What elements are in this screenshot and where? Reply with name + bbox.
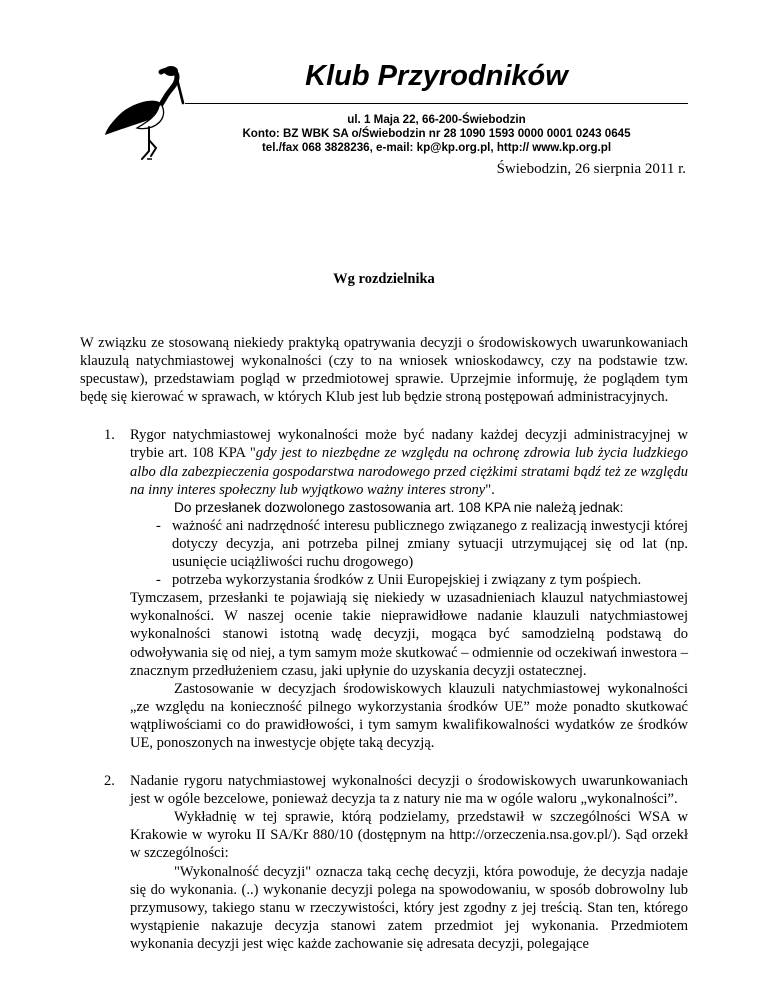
- bullet-item: - potrzeba wykorzystania środków z Unii Europejskiej i związany z tym pośpiech.: [156, 572, 642, 589]
- point-number: 2.: [104, 773, 115, 790]
- recipient-line: Wg rozdzielnika: [333, 271, 435, 287]
- point-2: [80, 772, 688, 953]
- contact-block: [185, 113, 688, 155]
- point-1-subhead: Do przesłanek dozwolonego zastosowania art. 108 KPA nie należą jednak:: [174, 499, 624, 515]
- letter-body: [80, 334, 688, 953]
- dash-bullet-icon: -: [156, 572, 161, 589]
- point-1-paragraph: Zastosowanie w decyzjach środowiskowych klauzuli natychmiastowej wykonalności „ze względu na konieczność pilnego wykorzystania środków UE” może ponadto skutkować wątpliwościami co do prawidłowości, i tym samym kwalifikowalności wydatków ze środków UE, ponoszonych na inwestycje objęte taką decyzją.: [130, 680, 688, 751]
- intro-paragraph: W związku ze stosowaną niekiedy praktyką opatrywania decyzji o środowiskowych uwarunkowaniach klauzulą natychmiastowej wykonalności (czy to na wniosek wnioskodawcy, czy na podstawie tzw. specustaw), przedstawiam pogląd w przedmiotowej sprawie. Uprzejmie informuję, że poglądem tym będę się kierować w sprawach, w których Klub jest lub będzie stroną postępowań administracyjnych.: [80, 335, 688, 406]
- stork-logo: [103, 58, 185, 164]
- point-2-paragraph: Wykładnię w tej sprawie, którą podzielamy, przedstawił w szczególności WSA w Krakowie w wyroku II SA/Kr 880/10 (dostępnym na http://orzeczenia.nsa.gov.pl/). Sąd orzekł w szczególności:: [130, 809, 688, 862]
- header-divider: [185, 103, 688, 104]
- phone-email-web-line: tel./fax 068 3828236, e-mail: kp@kp.org.pl, http:// www.kp.org.pl: [261, 141, 612, 154]
- point-1-lead: Rygor natychmiastowej wykonalności może być nadany każdej decyzji administracyjnej w trybie art. 108 KPA "gdy jest to niezbędne ze względu na ochronę zdrowia lub życia ludzkiego albo dla zabezpieczenia gospodarstwa narodowego przed ciężkimi stratami bądź też ze względu na inny interes społeczny lub wyjątkowo ważny interes strony".: [130, 427, 688, 498]
- address-line: ul. 1 Maja 22, 66-200-Świebodzin: [347, 113, 526, 126]
- points-list: [80, 426, 688, 953]
- bullet-item: - ważność ani nadrzędność interesu publicznego związanego z realizacją inwestycji której dotyczy decyzja, ani potrzeba pilnej zmiany sytuacji utrzymującej się od lat (np. usunięcie uciążliwości ruchu drogowego): [156, 517, 688, 571]
- point-number: 1.: [104, 427, 115, 444]
- organization-name: Klub Przyrodników: [305, 60, 568, 92]
- letter-date: Świebodzin, 26 sierpnia 2011 r.: [496, 161, 686, 177]
- bank-account-line: Konto: BZ WBK SA o/Świebodzin nr 28 1090 1593 0000 0001 0243 0645: [242, 127, 631, 140]
- point-1: [80, 426, 688, 752]
- dash-bullet-icon: -: [156, 517, 161, 534]
- point-2-paragraph: Nadanie rygoru natychmiastowej wykonalności decyzji o środowiskowych uwarunkowaniach jest w ogóle bezcelowe, ponieważ decyzja ta z natury nie ma w ogóle waloru „wykonalności”.: [130, 773, 688, 808]
- point-1-paragraph: Tymczasem, przesłanki te pojawiają się niekiedy w uzasadnieniach klauzul natychmiastowej wykonalności. W naszej ocenie takie nieprawidłowe nadanie klauzuli natychmiastowej wykonalności stanowi istotną wadę decyzji, mogąca być samodzielną podstawą do odwoływania się od niej, a tym samym może skutkować – odmiennie od oczekiwań inwestora – znacznym przedłużeniem czasu, jaki upłynie do uzyskania decyzji ostatecznej.: [130, 590, 688, 679]
- stork-icon: [103, 58, 185, 164]
- kpa-quote: gdy jest to niezbędne ze względu na ochronę zdrowia lub życia ludzkiego albo dla zabezpieczenia gospodarstwa narodowego przed ciężkimi stratami bądź też ze względu na inny interes społeczny lub wyjątkowo ważny interes strony: [130, 445, 688, 498]
- point-2-court-quote: "Wykonalność decyzji" oznacza taką cechę decyzji, która powoduje, że decyzja nadaje się do wykonania. (..) wykonanie decyzji polega na spowodowaniu, w sposób dobrowolny lub przymusowy, takiego stanu w rzeczywistości, który jest zgodny z jej treścią. Stan ten, którego wystąpienie nakazuje decyzja stanowi zatem przedmiot jej wykonania. Przedmiotem wykonania decyzji jest więc każde zachowanie się adresata decyzji, polegające: [130, 863, 688, 952]
